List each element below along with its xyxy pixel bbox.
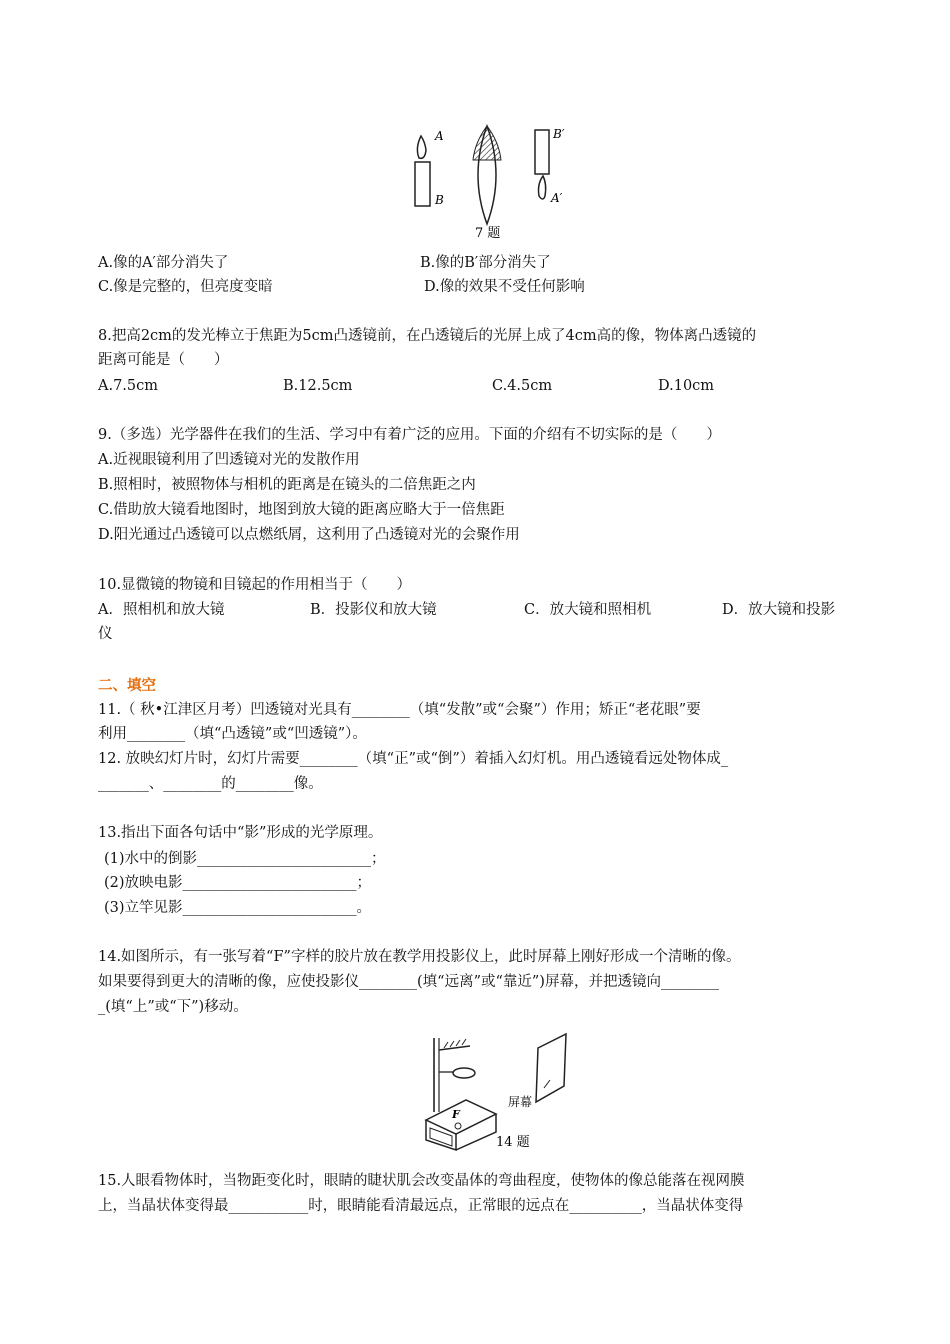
q9-stem: 9.（多选）光学器件在我们的生活、学习中有着广泛的应用。下面的介绍有不切实际的是（ ） — [98, 427, 721, 443]
label-a: A — [435, 129, 444, 143]
q14-line1: 14.如图所示，有一张写着“F”字样的胶片放在教学用投影仪上，此时屏幕上刚好形成一个清晰的像。 — [98, 949, 741, 965]
q10-option-d: D．放大镜和投影 — [722, 602, 836, 618]
q13-item-1: (1)水中的倒影________________________； — [104, 851, 386, 867]
q7-option-a: A.像的A′部分消失了 — [98, 255, 229, 271]
q13-item-3: (3)立竿见影________________________。 — [104, 900, 372, 916]
q9-option-a: A.近视眼镜利用了凹透镜对光的发散作用 — [98, 452, 360, 468]
q10-option-a: A．照相机和放大镜 — [98, 602, 225, 618]
q8-option-b: B.12.5cm — [283, 378, 353, 394]
q8-stem-line1: 8.把高2cm的发光棒立于焦距为5cm凸透镜前，在凸透镜后的光屏上成了4cm高的像，物体离凸透镜的 — [98, 328, 757, 344]
q9-option-d: D.阳光通过凸透镜可以点燃纸屑，这利用了凸透镜对光的会聚作用 — [98, 527, 520, 543]
label-b-prime: B′ — [553, 127, 565, 141]
q8-option-a: A.7.5cm — [98, 378, 159, 394]
q8-stem-line2: 距离可能是（ ） — [98, 352, 229, 368]
figure-7 — [395, 120, 585, 245]
q7-option-b: B.像的B′部分消失了 — [420, 255, 551, 271]
q8-option-d: D.10cm — [658, 378, 715, 394]
q15-line1: 15.人眼看物体时，当物距变化时，眼睛的睫状肌会改变晶体的弯曲程度，使物体的像总能落在视网膜 — [98, 1173, 745, 1189]
section-title-fill-in: 二、填空 — [98, 678, 156, 694]
q10-option-b: B．投影仪和放大镜 — [310, 602, 437, 618]
q12-line2: _______、________的________像。 — [98, 776, 323, 792]
q7-option-d: D.像的效果不受任何影响 — [424, 279, 585, 295]
q10-option-c: C．放大镜和照相机 — [524, 602, 652, 618]
q13-stem: 13.指出下面各句话中“影”形成的光学原理。 — [98, 825, 383, 841]
q11-line2: 利用________（填“凸透镜”或“凹透镜”）。 — [98, 726, 367, 742]
q12-line1: 12. 放映幻灯片时，幻灯片需要________（填“正”或“倒”）着插入幻灯机。用凸透镜看远处物体成_ — [98, 751, 729, 767]
q13-item-2: (2)放映电影________________________； — [104, 875, 372, 891]
q14-line2: 如果要得到更大的清晰的像，应使投影仪________(填“远离”或“靠近”)屏幕，并把透镜向________ — [98, 974, 719, 990]
label-b: B — [435, 193, 444, 207]
q8-option-c: C.4.5cm — [492, 378, 553, 394]
q9-option-c: C.借助放大镜看地图时，地图到放大镜的距离应略大于一倍焦距 — [98, 502, 505, 518]
label-a-prime: A′ — [551, 191, 563, 205]
figure-14 — [418, 1028, 588, 1153]
figure-7-caption: 7 题 — [475, 226, 501, 241]
q15-line2: 上，当晶状体变得最___________时，眼睛能看清最远点，正常眼的远点在__________，当晶状体变得 — [98, 1198, 744, 1214]
q10-option-d-wrap: 仪 — [98, 626, 113, 642]
q10-stem: 10.显微镜的物镜和目镜起的作用相当于（ ） — [98, 577, 412, 593]
figure-14-caption: 14 题 — [496, 1135, 530, 1150]
q7-option-c: C.像是完整的，但亮度变暗 — [98, 279, 273, 295]
q9-option-b: B.照相时，被照物体与相机的距离是在镜头的二倍焦距之内 — [98, 477, 476, 493]
q14-line3: _(填“上”或“下”)移动。 — [98, 999, 248, 1015]
q11-line1: 11.（ 秋•江津区月考）凹透镜对光具有________（填“发散”或“会聚”）作用；矫正“老花眼”要 — [98, 702, 701, 718]
screen-label: 屏幕 — [508, 1095, 533, 1109]
film-label: F — [452, 1108, 460, 1121]
